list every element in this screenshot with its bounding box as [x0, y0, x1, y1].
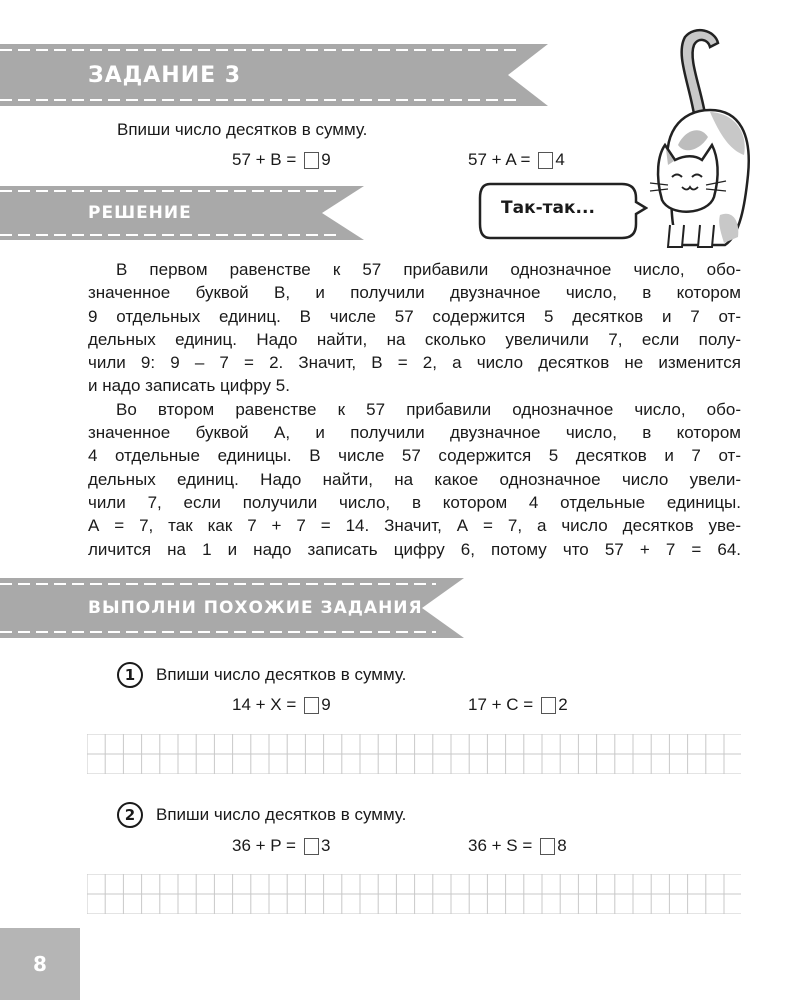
equation-right: 9: [321, 150, 331, 169]
exercise-instruction: Впиши число десятков в сумму.: [156, 665, 407, 684]
solution-line: 9 отдельных единиц. В числе 57 содержится 5 десятков и 7 от-: [88, 306, 741, 326]
solution-line: 4 отдельные единицы. В числе 57 содержится 5 десятков и 7 от-: [88, 446, 741, 466]
solution-line: А = 7, так как 7 + 7 = 14. Значит, А = 7, а число десятков уве-: [88, 516, 741, 536]
equation-right: 3: [320, 836, 331, 855]
similar-banner-title: ВЫПОЛНИ ПОХОЖИЕ ЗАДАНИЯ: [88, 598, 423, 618]
equation-left: 57 + A =: [468, 150, 531, 169]
equation-left: 14 + X =: [232, 695, 297, 714]
exercise-1-equation-1: [232, 695, 331, 715]
equation-right: 4: [555, 150, 565, 169]
speech-bubble-text: Так-так...: [501, 198, 595, 218]
task-equation-2: [468, 150, 565, 170]
equation-left: 17 + C =: [468, 695, 534, 714]
exercise-2-equation-2: [468, 836, 567, 856]
solution-line: В первом равенстве к 57 прибавили однозначное число, обо-: [116, 260, 741, 279]
exercise-instruction: Впиши число десятков в сумму.: [156, 805, 407, 824]
solution-line: значенное буквой В, и получили двузначное число, в котором: [88, 283, 741, 303]
answer-box[interactable]: [540, 838, 555, 855]
exercise-1-equation-2: [468, 695, 568, 715]
task-instruction: Впиши число десятков в сумму.: [117, 120, 368, 139]
solution-line: и надо записать цифру 5.: [88, 376, 290, 396]
answer-grid[interactable]: [87, 734, 741, 774]
solution-banner-title: РЕШЕНИЕ: [88, 203, 192, 223]
solution-line: чили 7, если получили число, в котором 4 отдельные единицы.: [88, 492, 741, 512]
solution-line: личится на 1 и надо записать цифру 6, потому что 57 + 7 = 64.: [88, 539, 741, 559]
cat-illustration: [640, 25, 760, 255]
task-banner: [0, 44, 548, 106]
solution-line: Во втором равенстве к 57 прибавили однозначное число, обо-: [116, 399, 741, 419]
solution-line: дельных единиц. Надо найти, на какое однозначное число увели-: [88, 469, 741, 489]
solution-banner: [0, 186, 364, 240]
equation-right: 8: [557, 836, 567, 855]
page-number: 8: [0, 928, 80, 1000]
solution-line: дельных единиц. Надо найти, на сколько увеличили 7, если полу-: [88, 329, 741, 349]
exercise-number-badge: 2: [117, 802, 143, 828]
solution-text: [88, 258, 741, 561]
solution-line: значенное буквой А, и получили двузначное число, в котором: [88, 423, 741, 443]
equation-right: 2: [558, 695, 568, 714]
equation-right: 9: [321, 695, 331, 714]
exercise-number-badge: 1: [117, 662, 143, 688]
answer-box[interactable]: [304, 697, 319, 714]
answer-box[interactable]: [304, 152, 319, 169]
task-banner-shape: [0, 44, 548, 106]
answer-grid[interactable]: [87, 874, 741, 914]
similar-banner: [0, 578, 464, 638]
equation-left: 57 + B =: [232, 150, 297, 169]
equation-left: 36 + S =: [468, 836, 533, 855]
answer-box[interactable]: [304, 838, 319, 855]
answer-box[interactable]: [538, 152, 553, 169]
equation-left: 36 + P =: [232, 836, 296, 855]
solution-line: чили 9: 9 – 7 = 2. Значит, В = 2, а число десятков не изменится: [88, 353, 741, 373]
answer-box[interactable]: [541, 697, 556, 714]
exercise-2-equation-1: [232, 836, 330, 856]
task-banner-title: ЗАДАНИЕ 3: [88, 62, 242, 88]
task-equation-1: [232, 150, 331, 170]
